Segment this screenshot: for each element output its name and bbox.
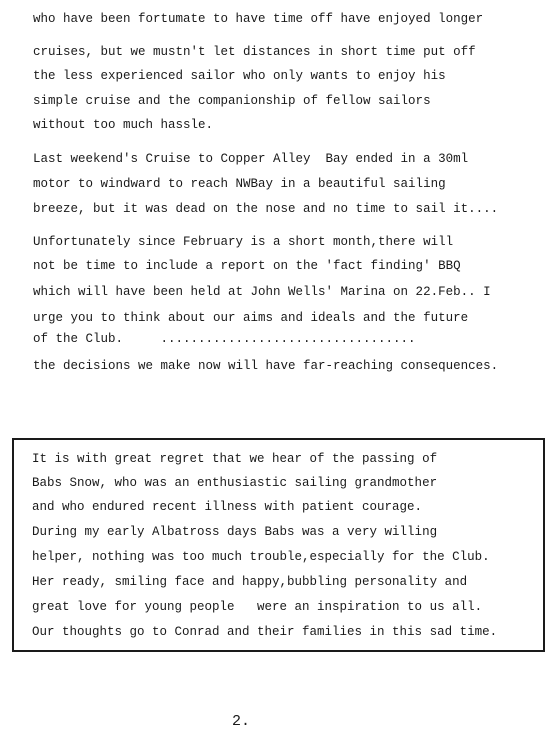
- text-line: simple cruise and the companionship of fellow sailors: [33, 94, 431, 108]
- text-line: the decisions we make now will have far-reaching consequences.: [33, 359, 499, 373]
- notice-line: Our thoughts go to Conrad and their families in this sad time.: [32, 625, 498, 639]
- text-line: Unfortunately since February is a short month,there will: [33, 235, 454, 249]
- notice-line: helper, nothing was too much trouble,especially for the Club.: [32, 550, 490, 564]
- text-line: motor to windward to reach NWBay in a beautiful sailing: [33, 177, 446, 191]
- notice-line: It is with great regret that we hear of the passing of: [32, 452, 438, 466]
- obituary-notice-box: [12, 438, 545, 652]
- notice-line: During my early Albatross days Babs was a very willing: [32, 525, 438, 539]
- text-line: the less experienced sailor who only wants to enjoy his: [33, 69, 446, 83]
- notice-line: great love for young people were an inspiration to us all.: [32, 600, 483, 614]
- text-line: not be time to include a report on the 'fact finding' BBQ: [33, 259, 461, 273]
- text-line: without too much hassle.: [33, 118, 214, 132]
- text-line: Last weekend's Cruise to Copper Alley Bay ended in a 30ml: [33, 152, 469, 166]
- text-line: breeze, but it was dead on the nose and no time to sail it....: [33, 202, 499, 216]
- text-line: who have been fortumate to have time off have enjoyed longer: [33, 12, 484, 26]
- text-line: of the Club. ..................................: [33, 332, 416, 346]
- notice-line: Her ready, smiling face and happy,bubbling personality and: [32, 575, 468, 589]
- page-number: 2.: [232, 713, 251, 730]
- notice-line: Babs Snow, who was an enthusiastic sailing grandmother: [32, 476, 438, 490]
- text-line: which will have been held at John Wells' Marina on 22.Feb.. I: [33, 285, 491, 299]
- text-line: cruises, but we mustn't let distances in short time put off: [33, 45, 476, 59]
- notice-line: and who endured recent illness with patient courage.: [32, 500, 423, 514]
- text-line: urge you to think about our aims and ideals and the future: [33, 311, 469, 325]
